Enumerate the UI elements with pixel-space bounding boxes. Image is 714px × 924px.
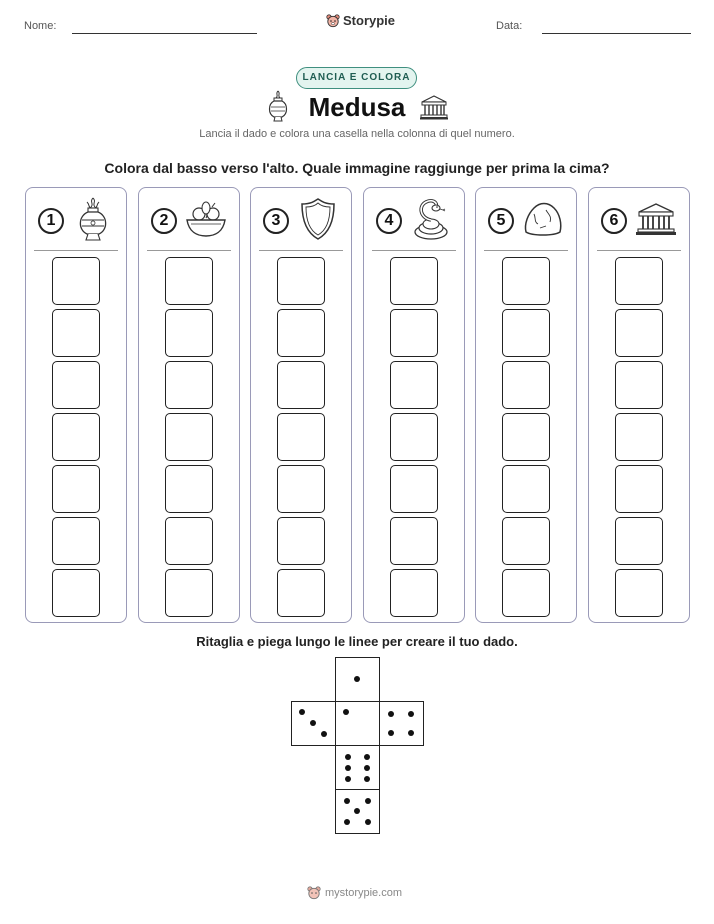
date-line: [542, 33, 691, 34]
die-pip: [299, 709, 305, 715]
die-pip: [354, 676, 360, 682]
column-number: 2: [151, 208, 177, 234]
color-box[interactable]: [502, 569, 550, 617]
column-header: [26, 188, 126, 250]
color-box[interactable]: [52, 569, 100, 617]
die-pip: [408, 711, 414, 717]
die-pip: [344, 798, 350, 804]
color-box[interactable]: [390, 309, 438, 357]
column-divider: [372, 250, 456, 251]
die-pip: [354, 808, 360, 814]
color-box[interactable]: [615, 569, 663, 617]
column-divider: [259, 250, 343, 251]
column-number: 1: [38, 208, 64, 234]
fruit-bowl-icon: [185, 196, 227, 242]
color-box[interactable]: [165, 257, 213, 305]
color-box[interactable]: [52, 413, 100, 461]
footer: [307, 886, 402, 900]
color-box[interactable]: [502, 517, 550, 565]
die-pip: [364, 754, 370, 760]
column-6: [588, 187, 690, 623]
column-divider: [484, 250, 568, 251]
color-box[interactable]: [502, 309, 550, 357]
color-box[interactable]: [502, 465, 550, 513]
color-box[interactable]: [165, 309, 213, 357]
column-2: [138, 187, 240, 623]
column-4: [363, 187, 465, 623]
activity-badge: LANCIA E COLORA: [296, 67, 417, 89]
column-header: [476, 188, 576, 250]
column-number: 5: [488, 208, 514, 234]
color-box[interactable]: [390, 465, 438, 513]
column-3: [250, 187, 352, 623]
die-face-1: [335, 657, 380, 702]
color-box[interactable]: [390, 413, 438, 461]
color-box[interactable]: [165, 361, 213, 409]
color-box[interactable]: [52, 309, 100, 357]
color-box[interactable]: [277, 309, 325, 357]
page-title: Medusa: [308, 92, 406, 122]
temple-icon: [635, 196, 677, 242]
brand-name: Storypie: [343, 13, 396, 28]
color-box[interactable]: [165, 465, 213, 513]
color-box[interactable]: [277, 569, 325, 617]
instruction-text: Colora dal basso verso l'alto. Quale immagine raggiunge per prima la cima?: [104, 160, 610, 176]
column-header: [589, 188, 689, 250]
die-pip: [344, 819, 350, 825]
die-pip: [321, 731, 327, 737]
color-box[interactable]: [52, 517, 100, 565]
color-box[interactable]: [165, 413, 213, 461]
shield-icon: [297, 196, 339, 242]
color-box[interactable]: [615, 361, 663, 409]
color-box[interactable]: [615, 517, 663, 565]
color-box[interactable]: [502, 361, 550, 409]
footer-url: mystorypie.com: [325, 887, 403, 899]
die-pip: [365, 819, 371, 825]
column-number: 4: [376, 208, 402, 234]
color-box[interactable]: [390, 257, 438, 305]
name-label: Nome:: [24, 20, 57, 32]
color-box[interactable]: [277, 465, 325, 513]
color-box[interactable]: [615, 309, 663, 357]
die-pip: [345, 754, 351, 760]
die-pip: [388, 730, 394, 736]
die-pip: [364, 765, 370, 771]
color-box[interactable]: [277, 413, 325, 461]
column-number: 6: [601, 208, 627, 234]
cut-instruction: Ritaglia e piega lungo le linee per creare il tuo dado.: [196, 634, 518, 649]
column-header: [251, 188, 351, 250]
die-face-1: [335, 701, 380, 746]
temple-icon: [420, 94, 448, 120]
color-box[interactable]: [165, 569, 213, 617]
die-face-6: [335, 745, 380, 790]
column-header: [364, 188, 464, 250]
color-box[interactable]: [615, 465, 663, 513]
bear-icon: [326, 14, 340, 28]
column-divider: [147, 250, 231, 251]
column-divider: [597, 250, 681, 251]
color-box[interactable]: [390, 361, 438, 409]
color-box[interactable]: [390, 569, 438, 617]
color-box[interactable]: [52, 257, 100, 305]
page-subtitle: Lancia il dado e colora una casella nella colonna di quel numero.: [199, 128, 515, 140]
die-face-4: [379, 701, 424, 746]
die-pip: [345, 776, 351, 782]
die-pip: [364, 776, 370, 782]
color-box[interactable]: [277, 257, 325, 305]
column-5: [475, 187, 577, 623]
color-box[interactable]: [615, 257, 663, 305]
color-box[interactable]: [502, 413, 550, 461]
color-box[interactable]: [502, 257, 550, 305]
column-header: [139, 188, 239, 250]
die-pip: [343, 709, 349, 715]
stone-icon: [522, 196, 564, 242]
color-box[interactable]: [615, 413, 663, 461]
die-pip: [408, 730, 414, 736]
snake-icon: [410, 196, 452, 242]
bear-icon: [307, 886, 321, 900]
column-1: [25, 187, 127, 623]
color-box[interactable]: [390, 517, 438, 565]
die-face-5: [335, 789, 380, 834]
die-pip: [388, 711, 394, 717]
color-box[interactable]: [277, 361, 325, 409]
die-face-3: [291, 701, 336, 746]
brand-logo: [326, 13, 395, 28]
color-box[interactable]: [52, 465, 100, 513]
color-box[interactable]: [52, 361, 100, 409]
vase-icon: [72, 196, 114, 242]
color-box[interactable]: [277, 517, 325, 565]
name-line: [72, 33, 257, 34]
die-pip: [365, 798, 371, 804]
date-label: Data:: [496, 20, 523, 32]
color-box[interactable]: [165, 517, 213, 565]
die-pip: [310, 720, 316, 726]
column-divider: [34, 250, 118, 251]
die-pip: [345, 765, 351, 771]
column-number: 3: [263, 208, 289, 234]
